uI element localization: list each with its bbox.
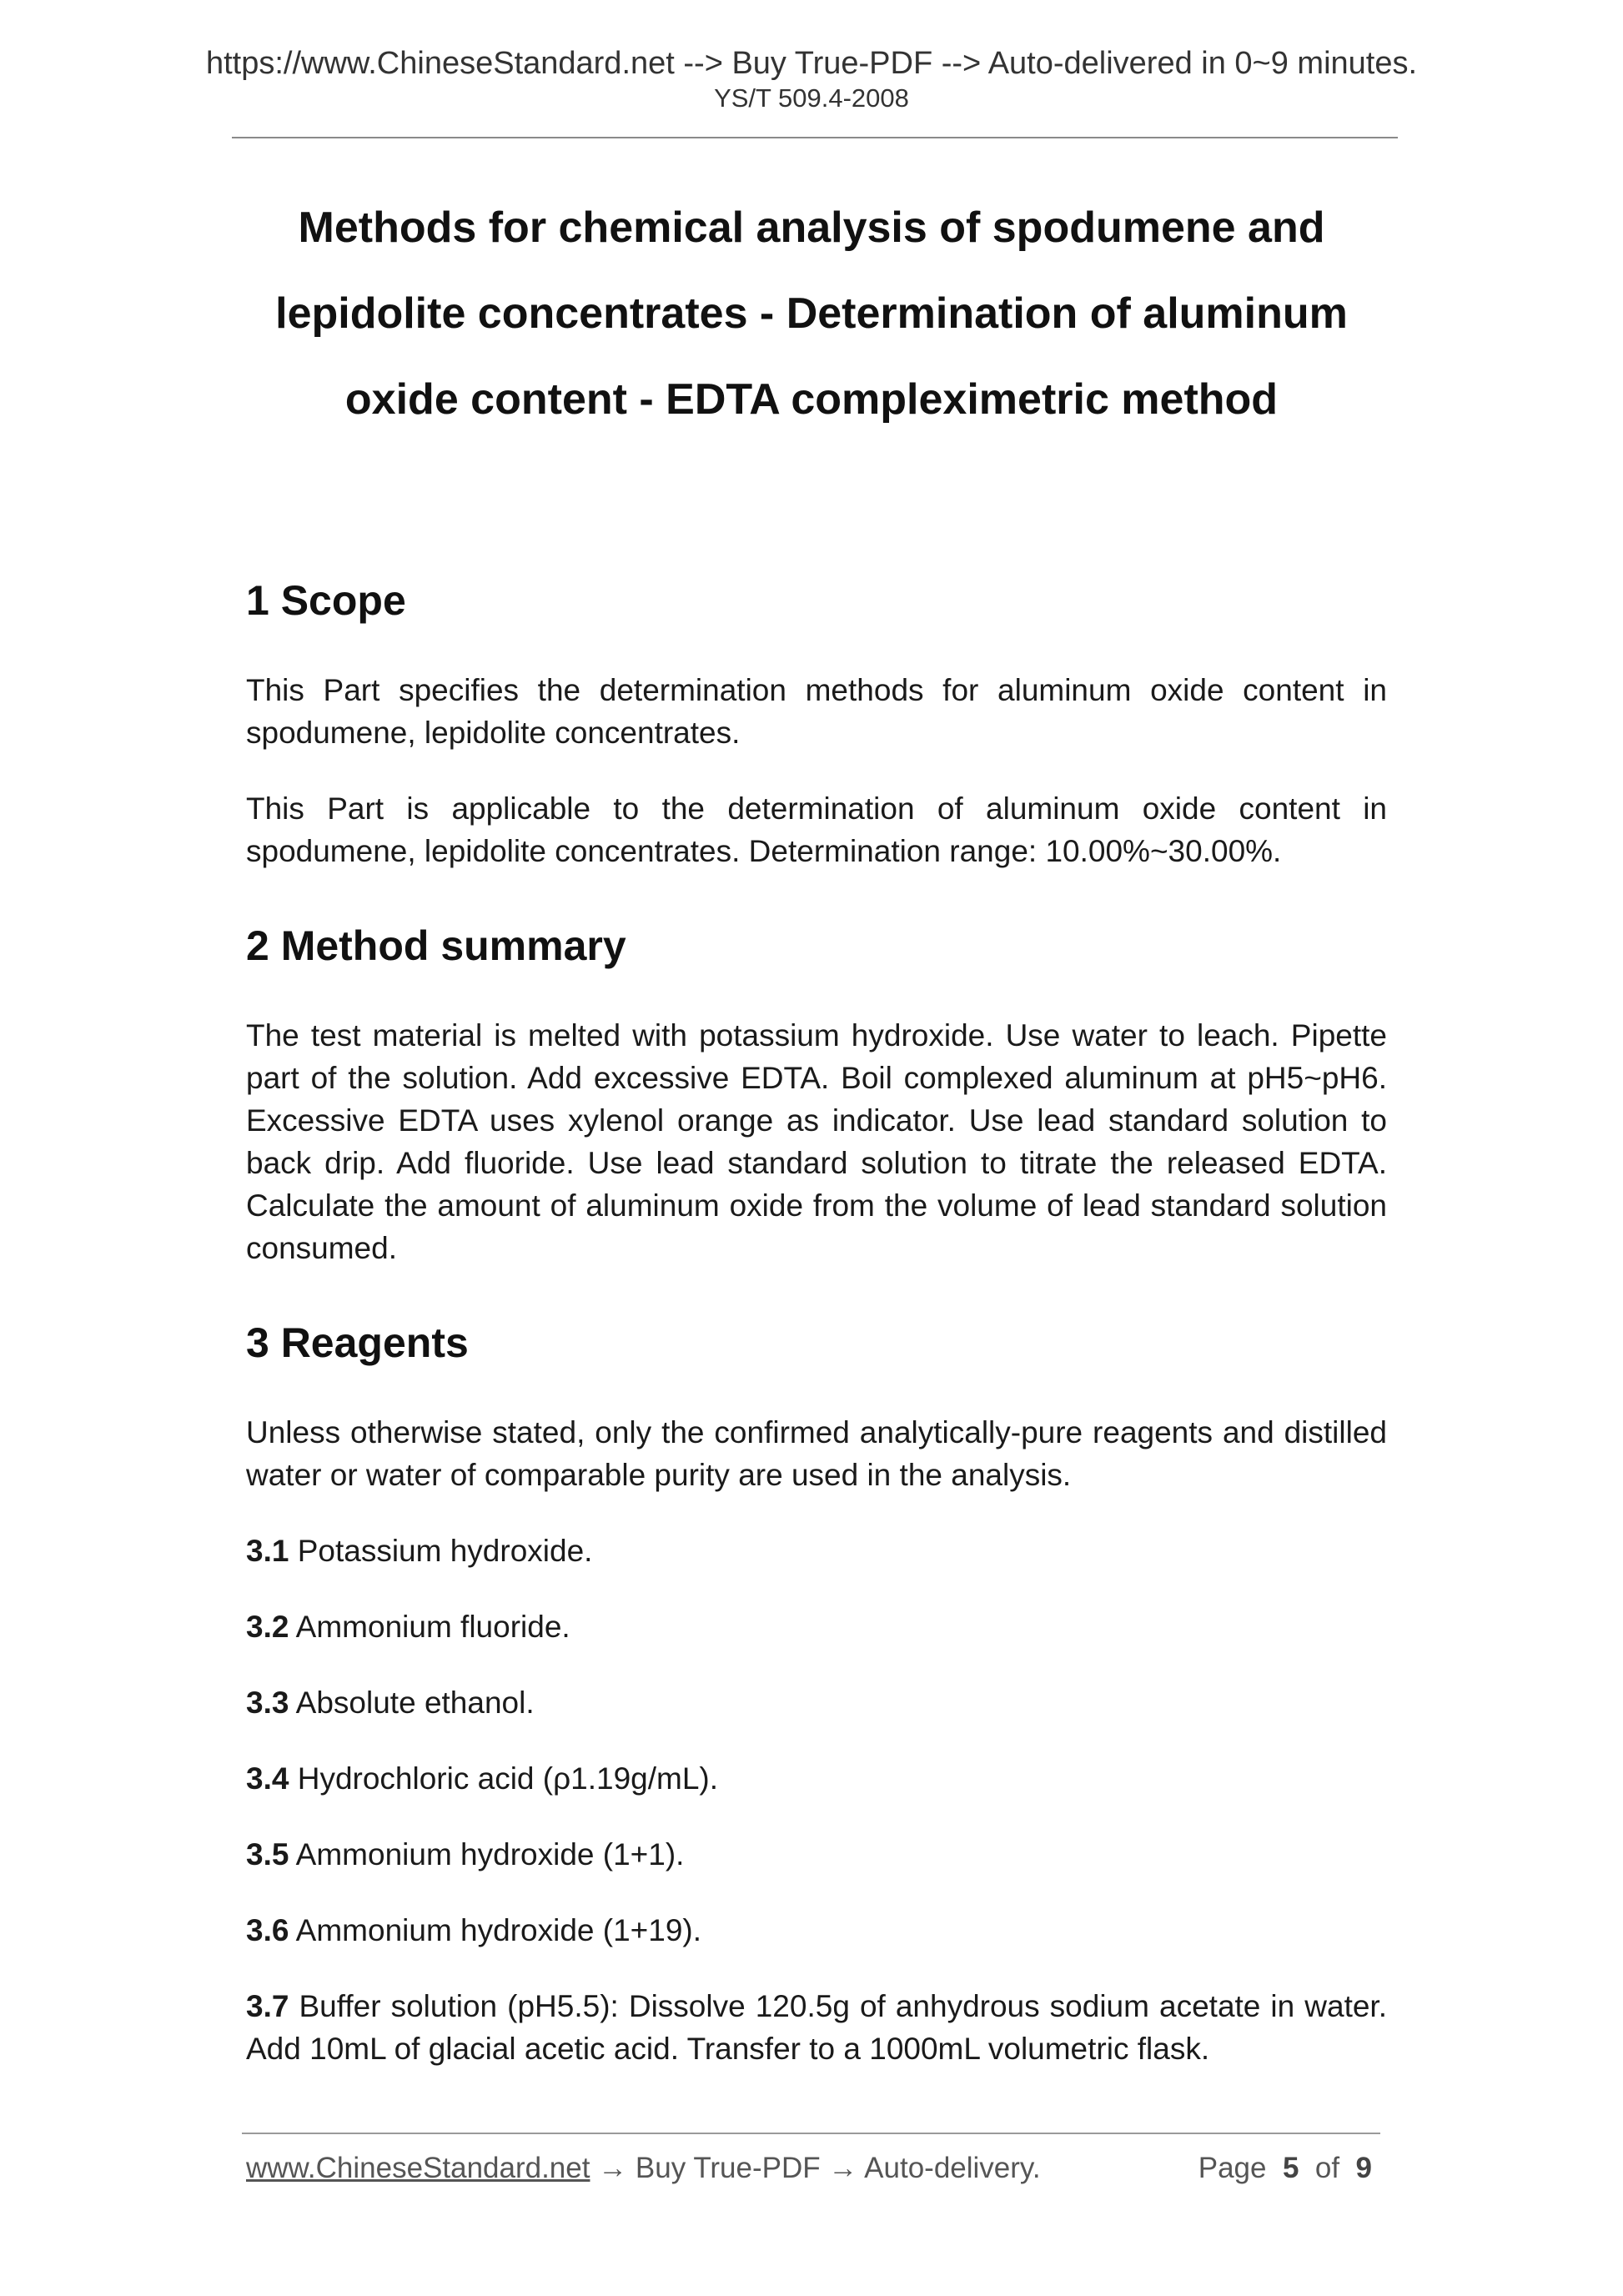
reagent-item <box>246 1605 1387 1648</box>
footer <box>246 2152 1380 2185</box>
method-summary-paragraph: The test material is melted with potassium hydroxide. Use water to leach. Pipette part of the solution. Add excessive EDTA. Boil complexed aluminum at pH5~pH6. Excessive EDTA uses xylenol orange as indicator. Use lead standard solution to back drip. Add fluoride. Use lead standard solution to titrate the released EDTA. Calculate the amount of aluminum oxide from the volume of lead standard solution consumed. <box>246 1018 1387 1265</box>
reagent-item <box>246 1530 1387 1572</box>
reagent-item-number: 3.4 <box>246 1761 289 1796</box>
section-heading-reagents: 3 Reagents <box>246 1319 469 1366</box>
reagent-item-number: 3.6 <box>246 1913 289 1947</box>
document-title: Methods for chemical analysis of spodumene and lepidolite concentrates - Determination of aluminum oxide content - EDTA compleximetric method <box>275 203 1348 424</box>
page-total-number: 9 <box>1355 2152 1372 2184</box>
page-current-number: 5 <box>1282 2152 1299 2184</box>
page-of-label: of <box>1314 2152 1340 2184</box>
page-label: Page <box>1198 2152 1267 2184</box>
reagent-item-number: 3.7 <box>246 1989 289 2023</box>
reagent-item <box>246 1909 1387 1952</box>
reagent-item-text: Absolute ethanol. <box>289 1686 535 1720</box>
reagent-item <box>246 1757 1387 1800</box>
reagent-item-text: Hydrochloric acid (ρ1.19g/mL). <box>289 1761 719 1796</box>
header-url-line: https://www.ChineseStandard.net --> Buy True-PDF --> Auto-delivered in 0~9 minutes. <box>205 46 1418 81</box>
header-divider <box>232 137 1398 138</box>
reagent-item-number: 3.2 <box>246 1610 289 1644</box>
page-indicator <box>1198 2152 1372 2185</box>
reagent-item-number: 3.3 <box>246 1686 289 1720</box>
reagent-item-number: 3.1 <box>246 1534 289 1568</box>
scope-paragraph-2: This Part is applicable to the determination of aluminum oxide content in spodumene, lepidolite concentrates. Determination range: 10.00%~30.00%. <box>246 791 1387 868</box>
section-heading-scope: 1 Scope <box>246 577 406 624</box>
footer-divider <box>242 2133 1380 2134</box>
reagent-item-text: Ammonium hydroxide (1+19). <box>289 1913 702 1947</box>
reagent-item-text: Ammonium hydroxide (1+1). <box>289 1837 685 1871</box>
standard-code: YS/T 509.4-2008 <box>714 83 909 113</box>
section-heading-method-summary: 2 Method summary <box>246 922 626 969</box>
reagents-intro-paragraph: Unless otherwise stated, only the confirmed analytically-pure reagents and distilled water or water of comparable purity are used in the analysis. <box>246 1415 1387 1492</box>
reagent-item-text: Potassium hydroxide. <box>289 1534 593 1568</box>
reagent-item <box>246 1985 1387 2070</box>
document-body <box>246 575 1387 2070</box>
footer-tagline: → Buy True-PDF → Auto-delivery. <box>590 2152 1041 2184</box>
reagent-item-text: Ammonium fluoride. <box>289 1610 570 1644</box>
reagent-item-text: Buffer solution (pH5.5): Dissolve 120.5g of anhydrous sodium acetate in water. Add 10mL of glacial acetic acid. Transfer to a 1000mL volumetric flask. <box>246 1989 1387 2066</box>
reagent-item <box>246 1681 1387 1724</box>
footer-site-link[interactable]: www.ChineseStandard.net <box>246 2152 590 2184</box>
reagent-item-number: 3.5 <box>246 1837 289 1871</box>
scope-paragraph-1: This Part specifies the determination methods for aluminum oxide content in spodumene, lepidolite concentrates. <box>246 673 1387 750</box>
reagent-item <box>246 1833 1387 1876</box>
